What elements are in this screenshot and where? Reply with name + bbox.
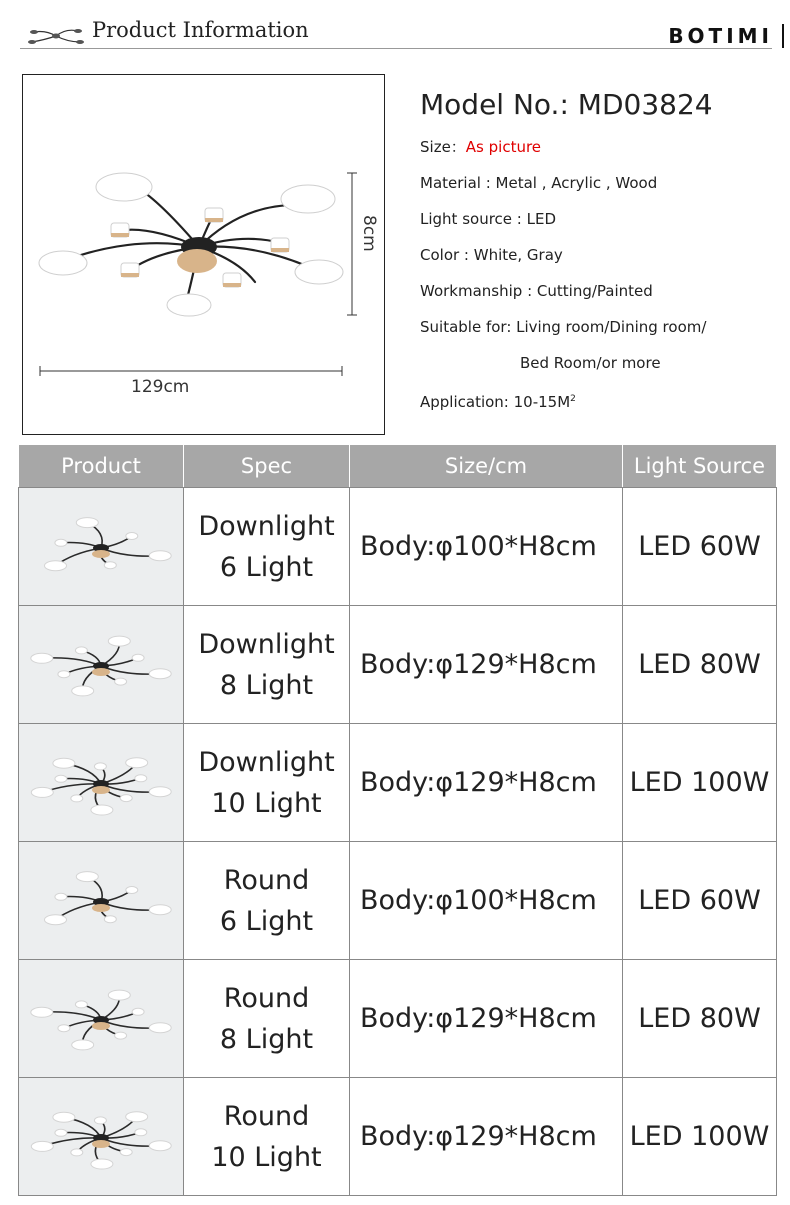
- spec-count: 8 Light: [219, 669, 314, 701]
- spec-label: Color :: [420, 246, 474, 264]
- spec-label: Suitable for:: [420, 318, 517, 336]
- product-thumbnail: [19, 488, 184, 606]
- spec-cell: [184, 960, 350, 1078]
- spec-cell: [184, 606, 350, 724]
- size-cell: Body:φ129*H8cm: [350, 724, 623, 842]
- brand-logo: BOTIMI: [668, 24, 773, 48]
- spec-label: Size：: [420, 138, 466, 156]
- light-source-cell: LED 100W: [623, 724, 777, 842]
- model-value: MD03824: [577, 88, 713, 121]
- spec-cell: [184, 488, 350, 606]
- spec-type: Downlight: [198, 746, 335, 778]
- table-row: [19, 842, 777, 960]
- product-thumbnail: [19, 724, 184, 842]
- size-cell: Body:φ100*H8cm: [350, 842, 623, 960]
- superscript: 2: [570, 394, 576, 404]
- spec-label: Workmanship :: [420, 282, 537, 300]
- spec-suitable-for: [420, 317, 780, 353]
- spec-label: Application:: [420, 393, 514, 411]
- size-cell: Body:φ129*H8cm: [350, 606, 623, 724]
- header-divider: [20, 48, 772, 49]
- spec-type: Round: [223, 1100, 310, 1132]
- spec-size: [420, 137, 780, 173]
- col-header-product: Product: [19, 445, 184, 488]
- spec-type: Round: [223, 864, 310, 896]
- table-row: [19, 960, 777, 1078]
- variant-spec-table: [18, 444, 777, 1196]
- chandelier-thumbnail-icon: [19, 960, 183, 1077]
- spec-count: 6 Light: [219, 551, 314, 583]
- spec-value: Bed Room/or more: [520, 354, 661, 372]
- product-hero-image: [22, 74, 385, 435]
- chandelier-logo-icon: [28, 22, 84, 48]
- spec-cell: [184, 842, 350, 960]
- table-row: [19, 1078, 777, 1196]
- spec-count: 10 Light: [211, 1141, 322, 1173]
- light-source-cell: LED 80W: [623, 606, 777, 724]
- light-source-cell: LED 80W: [623, 960, 777, 1078]
- spec-color: [420, 245, 780, 281]
- spec-label: Material :: [420, 174, 496, 192]
- light-source-cell: LED 60W: [623, 842, 777, 960]
- col-header-size: Size/cm: [350, 445, 623, 488]
- spec-value: 10-15M: [513, 393, 571, 411]
- spec-cell: [184, 724, 350, 842]
- spec-value: LED: [526, 210, 556, 228]
- product-info-panel: [420, 88, 780, 425]
- table-row: [19, 724, 777, 842]
- chandelier-thumbnail-icon: [19, 842, 183, 959]
- spec-light-source: [420, 209, 780, 245]
- product-thumbnail: [19, 606, 184, 724]
- spec-type: Downlight: [198, 510, 335, 542]
- table-row: [19, 606, 777, 724]
- chandelier-thumbnail-icon: [19, 606, 183, 723]
- spec-type: Downlight: [198, 628, 335, 660]
- spec-cell: [184, 1078, 350, 1196]
- model-number: [420, 88, 780, 121]
- light-source-cell: LED 60W: [623, 488, 777, 606]
- spec-count: 10 Light: [211, 787, 322, 819]
- spec-value: White, Gray: [473, 246, 563, 264]
- chandelier-thumbnail-icon: [19, 724, 183, 841]
- spec-value: Cutting/Painted: [536, 282, 653, 300]
- page-header: [0, 0, 790, 52]
- spec-count: 6 Light: [219, 905, 314, 937]
- size-cell: Body:φ129*H8cm: [350, 960, 623, 1078]
- product-thumbnail: [19, 1078, 184, 1196]
- spec-application: [420, 389, 780, 425]
- col-header-light-source: Light Source: [623, 445, 777, 488]
- chandelier-dimension-drawing-icon: [23, 75, 384, 434]
- light-source-cell: LED 100W: [623, 1078, 777, 1196]
- spec-value: Living room/Dining room/: [516, 318, 707, 336]
- product-thumbnail: [19, 842, 184, 960]
- size-cell: Body:φ129*H8cm: [350, 1078, 623, 1196]
- chandelier-thumbnail-icon: [19, 1078, 183, 1195]
- height-dimension-label: 8cm: [359, 215, 379, 252]
- width-dimension-label: 129cm: [131, 377, 190, 397]
- spec-value: Metal , Acrylic , Wood: [495, 174, 658, 192]
- spec-material: [420, 173, 780, 209]
- section-title: Product Information: [92, 18, 309, 42]
- spec-suitable-for-cont: [420, 353, 780, 389]
- spec-type: Round: [223, 982, 310, 1014]
- brand-divider: [782, 24, 784, 48]
- product-thumbnail: [19, 960, 184, 1078]
- table-header-row: [19, 445, 777, 488]
- model-label: Model No.:: [420, 88, 569, 121]
- table-row: [19, 488, 777, 606]
- spec-workmanship: [420, 281, 780, 317]
- chandelier-thumbnail-icon: [19, 488, 183, 605]
- size-cell: Body:φ100*H8cm: [350, 488, 623, 606]
- spec-count: 8 Light: [219, 1023, 314, 1055]
- col-header-spec: Spec: [184, 445, 350, 488]
- spec-value: As picture: [465, 138, 542, 156]
- spec-label: Light source :: [420, 210, 527, 228]
